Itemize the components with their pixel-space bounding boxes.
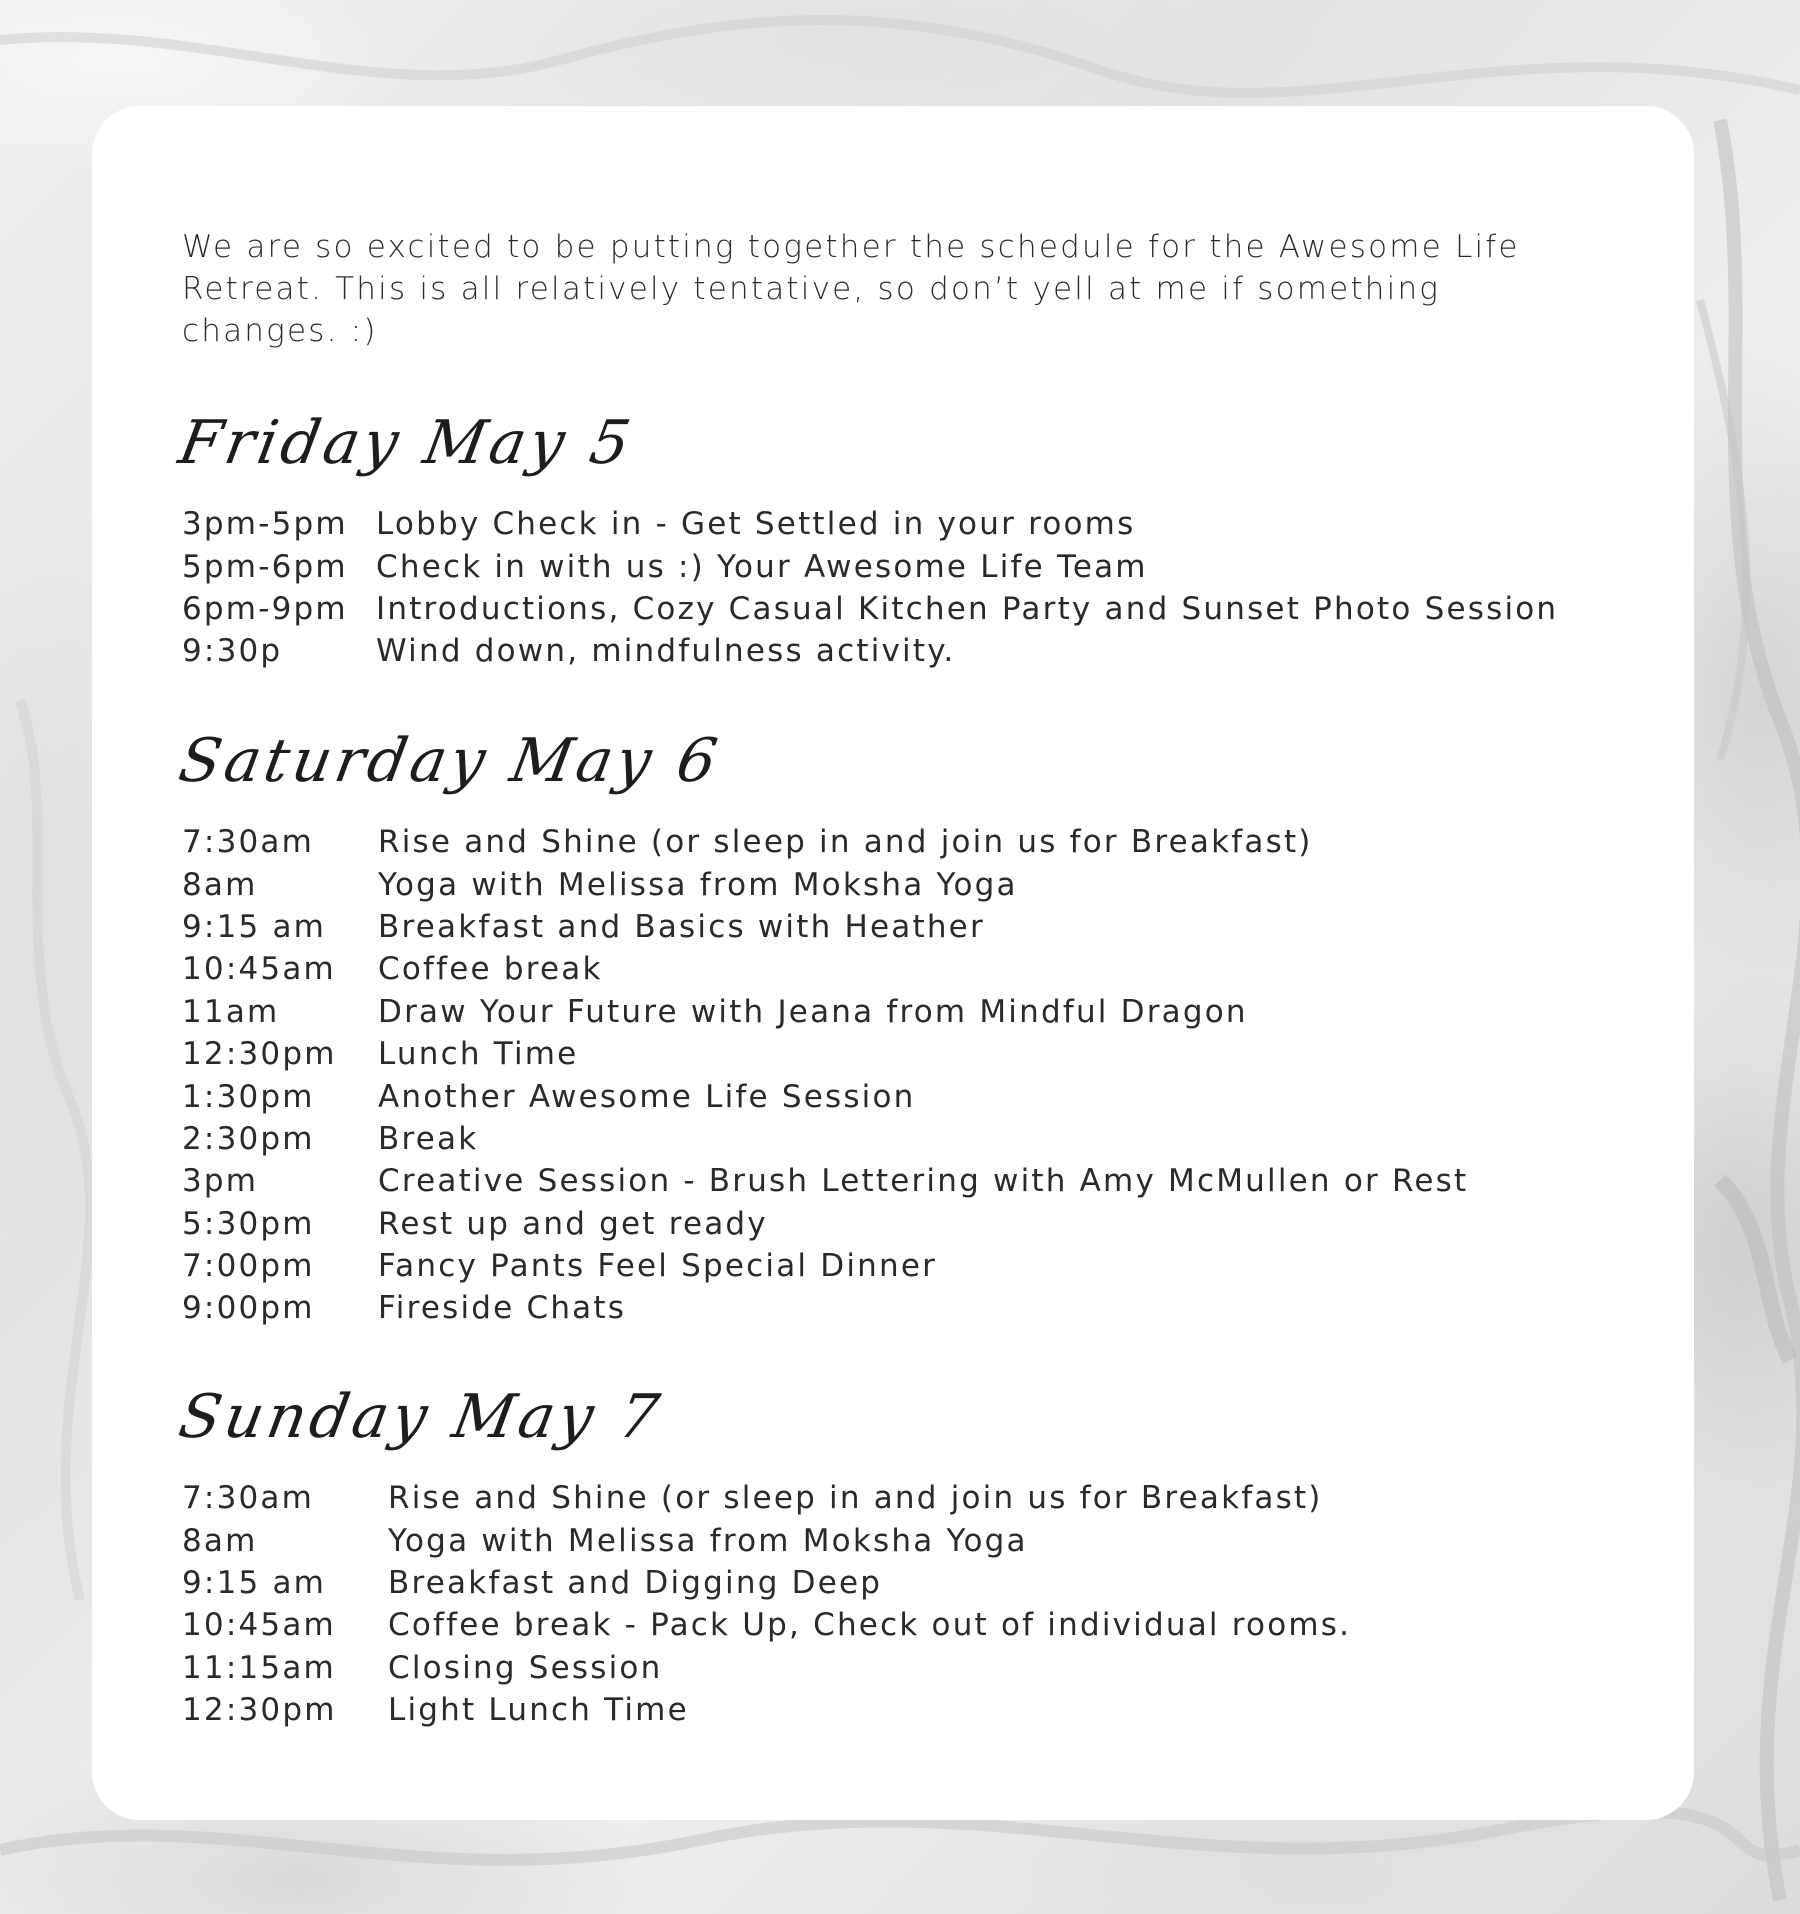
schedule-time: 9:15 am [182, 908, 327, 945]
schedule-time: 1:30pm [182, 1078, 315, 1115]
schedule-row [182, 545, 1558, 587]
schedule-activity: Wind down, mindfulness activity. [376, 633, 956, 670]
schedule-row [182, 1245, 1468, 1287]
schedule-activity: Introductions, Cozy Casual Kitchen Party and Sunset Photo Session [376, 590, 1559, 627]
schedule-time: 2:30pm [182, 1120, 315, 1157]
schedule-activity: Break [378, 1120, 479, 1157]
schedule-time: 7:30am [182, 824, 315, 861]
schedule-activity: Check in with us :) Your Awesome Life Team [376, 548, 1148, 585]
schedule-time: 11:15am [182, 1649, 336, 1686]
schedule-row [182, 1689, 1351, 1731]
schedule-row [182, 1477, 1351, 1519]
schedule-row [182, 1562, 1351, 1604]
schedule-row [182, 1604, 1351, 1646]
intro-text: We are so excited to be putting together the schedule for the Awesome Life Retreat. This is all relatively tentative, so don’t yell at me if something changes. :) [182, 229, 1520, 349]
schedule-activity: Yoga with Melissa from Moksha Yoga [378, 866, 1018, 903]
schedule-row [182, 1287, 1468, 1329]
schedule-row [182, 948, 1468, 990]
schedule-time: 7:30am [182, 1480, 315, 1517]
schedule-time: 5:30pm [182, 1205, 315, 1242]
schedule-time: 9:30p [182, 633, 283, 670]
schedule-time: 11am [182, 993, 280, 1030]
schedule-list-friday [182, 503, 1558, 673]
schedule-activity: Fancy Pants Feel Special Dinner [378, 1248, 938, 1285]
schedule-row [182, 503, 1558, 545]
schedule-row [182, 991, 1468, 1033]
schedule-row [182, 906, 1468, 948]
schedule-activity: Rise and Shine (or sleep in and join us for Breakfast) [378, 824, 1313, 861]
schedule-activity: Closing Session [388, 1649, 663, 1686]
schedule-activity: Fireside Chats [378, 1290, 627, 1327]
schedule-row [182, 1033, 1468, 1075]
schedule-row [182, 863, 1468, 905]
schedule-activity: Draw Your Future with Jeana from Mindful Dragon [378, 993, 1248, 1030]
schedule-time: 9:15 am [182, 1564, 327, 1601]
schedule-list-saturday [182, 821, 1468, 1330]
schedule-activity: Yoga with Melissa from Moksha Yoga [388, 1522, 1028, 1559]
schedule-activity: Coffee break [378, 951, 603, 988]
schedule-time: 7:00pm [182, 1248, 315, 1285]
schedule-time: 6pm-9pm [182, 590, 348, 627]
schedule-time: 5pm-6pm [182, 548, 348, 585]
schedule-activity: Coffee break - Pack Up, Check out of individual rooms. [388, 1607, 1352, 1644]
schedule-activity: Rest up and get ready [378, 1205, 768, 1242]
schedule-list-sunday [182, 1477, 1351, 1731]
schedule-row [182, 1160, 1468, 1202]
schedule-row [182, 630, 1558, 672]
day-heading-friday: Friday May 5 [173, 408, 640, 478]
schedule-time: 8am [182, 866, 258, 903]
schedule-time: 9:00pm [182, 1290, 315, 1327]
schedule-time: 10:45am [182, 1607, 336, 1644]
schedule-time: 12:30pm [182, 1036, 337, 1073]
schedule-row [182, 1519, 1351, 1561]
schedule-row [182, 588, 1558, 630]
schedule-time: 3pm [182, 1163, 259, 1200]
schedule-time: 10:45am [182, 951, 336, 988]
schedule-activity: Light Lunch Time [388, 1692, 689, 1729]
schedule-row [182, 1075, 1468, 1117]
schedule-time: 8am [182, 1522, 258, 1559]
day-heading-saturday: Saturday May 6 [173, 726, 726, 796]
schedule-row [182, 1118, 1468, 1160]
schedule-row [182, 821, 1468, 863]
schedule-row [182, 1203, 1468, 1245]
schedule-activity: Breakfast and Basics with Heather [378, 908, 985, 945]
schedule-activity: Another Awesome Life Session [378, 1078, 916, 1115]
schedule-activity: Lunch Time [378, 1036, 579, 1073]
schedule-activity: Lobby Check in - Get Settled in your rooms [376, 506, 1136, 543]
schedule-activity: Breakfast and Digging Deep [388, 1564, 883, 1601]
schedule-activity: Rise and Shine (or sleep in and join us for Breakfast) [388, 1480, 1323, 1517]
day-heading-sunday: Sunday May 7 [173, 1382, 669, 1452]
schedule-time: 12:30pm [182, 1692, 337, 1729]
schedule-row [182, 1647, 1351, 1689]
schedule-time: 3pm-5pm [182, 506, 348, 543]
schedule-activity: Creative Session - Brush Lettering with Amy McMullen or Rest [378, 1163, 1469, 1200]
